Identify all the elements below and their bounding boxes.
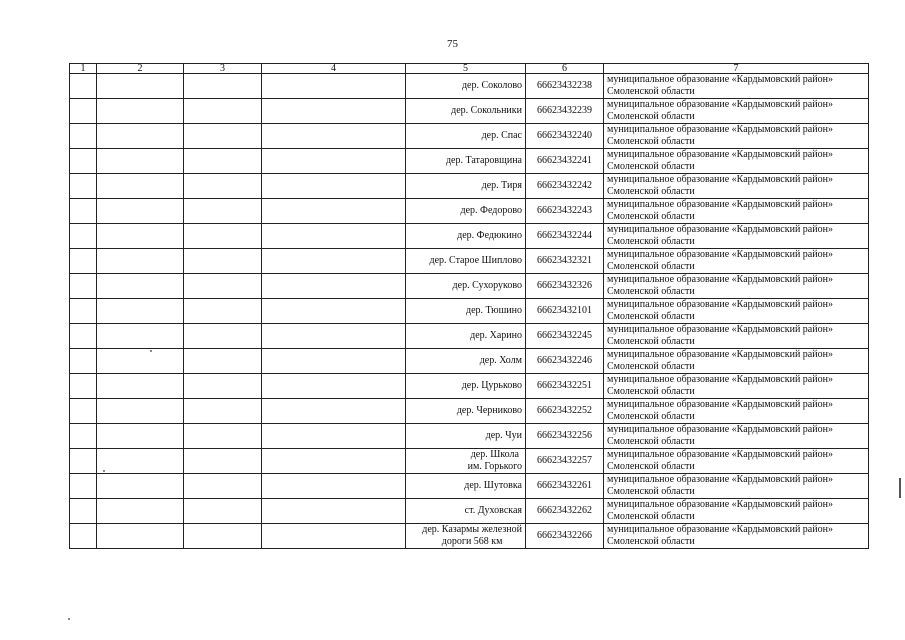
empty-cell bbox=[262, 299, 406, 324]
empty-cell bbox=[70, 99, 97, 124]
empty-cell bbox=[184, 349, 262, 374]
oktmo-code: 66623432238 bbox=[526, 74, 604, 99]
settlement-name: дер. Чуи bbox=[406, 424, 526, 449]
scan-speck bbox=[68, 618, 70, 620]
empty-cell bbox=[262, 399, 406, 424]
settlement-name-line: дороги 568 км bbox=[441, 536, 503, 547]
oktmo-code: 66623432101 bbox=[526, 299, 604, 324]
municipality-name: муниципальное образование «Кардымовский район» Смоленской области bbox=[604, 124, 869, 149]
table-row bbox=[70, 524, 869, 549]
empty-cell bbox=[262, 449, 406, 474]
empty-cell bbox=[184, 274, 262, 299]
empty-cell bbox=[262, 99, 406, 124]
table-row bbox=[70, 249, 869, 274]
oktmo-code: 66623432266 bbox=[526, 524, 604, 549]
table-row bbox=[70, 374, 869, 399]
oktmo-code: 66623432246 bbox=[526, 349, 604, 374]
column-number: 7 bbox=[604, 64, 869, 74]
empty-cell bbox=[184, 449, 262, 474]
empty-cell bbox=[70, 324, 97, 349]
table-row bbox=[70, 149, 869, 174]
empty-cell bbox=[262, 74, 406, 99]
empty-cell bbox=[70, 499, 97, 524]
settlement-name: дер. Соколово bbox=[406, 74, 526, 99]
empty-cell bbox=[97, 299, 184, 324]
empty-cell bbox=[262, 274, 406, 299]
settlement-name bbox=[406, 524, 526, 549]
empty-cell bbox=[262, 124, 406, 149]
settlement-name: дер. Спас bbox=[406, 124, 526, 149]
empty-cell bbox=[262, 174, 406, 199]
empty-cell bbox=[97, 474, 184, 499]
municipality-name: муниципальное образование «Кардымовский район» Смоленской области bbox=[604, 99, 869, 124]
settlement-name: дер. Тиря bbox=[406, 174, 526, 199]
empty-cell bbox=[184, 149, 262, 174]
empty-cell bbox=[97, 324, 184, 349]
empty-cell bbox=[184, 124, 262, 149]
empty-cell bbox=[97, 374, 184, 399]
empty-cell bbox=[70, 199, 97, 224]
settlement-name: дер. Татаровщина bbox=[406, 149, 526, 174]
settlement-name bbox=[406, 449, 526, 474]
empty-cell bbox=[70, 274, 97, 299]
empty-cell bbox=[70, 149, 97, 174]
settlement-name: дер. Харино bbox=[406, 324, 526, 349]
settlement-name: дер. Холм bbox=[406, 349, 526, 374]
table-row bbox=[70, 424, 869, 449]
table-row bbox=[70, 224, 869, 249]
empty-cell bbox=[97, 224, 184, 249]
empty-cell bbox=[70, 474, 97, 499]
empty-cell bbox=[70, 424, 97, 449]
empty-cell bbox=[70, 124, 97, 149]
empty-cell bbox=[97, 274, 184, 299]
table-row bbox=[70, 199, 869, 224]
scan-speck bbox=[150, 350, 152, 352]
empty-cell bbox=[184, 199, 262, 224]
municipality-name: муниципальное образование «Кардымовский район» Смоленской области bbox=[604, 224, 869, 249]
empty-cell bbox=[70, 374, 97, 399]
empty-cell bbox=[184, 399, 262, 424]
municipality-name: муниципальное образование «Кардымовский район» Смоленской области bbox=[604, 399, 869, 424]
settlements-table bbox=[69, 63, 869, 549]
empty-cell bbox=[97, 349, 184, 374]
settlement-name: дер. Федорово bbox=[406, 199, 526, 224]
empty-cell bbox=[97, 524, 184, 549]
settlement-name: дер. Шутовка bbox=[406, 474, 526, 499]
municipality-name: муниципальное образование «Кардымовский район» Смоленской области bbox=[604, 174, 869, 199]
table-row bbox=[70, 449, 869, 474]
settlement-name: дер. Старое Шиплово bbox=[406, 249, 526, 274]
empty-cell bbox=[97, 99, 184, 124]
table-row bbox=[70, 324, 869, 349]
empty-cell bbox=[262, 524, 406, 549]
table-row bbox=[70, 99, 869, 124]
column-number: 6 bbox=[526, 64, 604, 74]
empty-cell bbox=[184, 474, 262, 499]
settlement-name: ст. Духовская bbox=[406, 499, 526, 524]
empty-cell bbox=[70, 249, 97, 274]
municipality-name: муниципальное образование «Кардымовский район» Смоленской области bbox=[604, 299, 869, 324]
empty-cell bbox=[262, 149, 406, 174]
empty-cell bbox=[70, 349, 97, 374]
empty-cell bbox=[97, 399, 184, 424]
table-row bbox=[70, 474, 869, 499]
empty-cell bbox=[70, 224, 97, 249]
municipality-name: муниципальное образование «Кардымовский район» Смоленской области bbox=[604, 149, 869, 174]
empty-cell bbox=[262, 224, 406, 249]
column-number: 5 bbox=[406, 64, 526, 74]
settlement-name: дер. Тюшино bbox=[406, 299, 526, 324]
municipality-name: муниципальное образование «Кардымовский район» Смоленской области bbox=[604, 199, 869, 224]
empty-cell bbox=[97, 249, 184, 274]
empty-cell bbox=[184, 224, 262, 249]
empty-cell bbox=[262, 499, 406, 524]
empty-cell bbox=[70, 449, 97, 474]
empty-cell bbox=[262, 474, 406, 499]
settlement-name: дер. Черниково bbox=[406, 399, 526, 424]
table-row bbox=[70, 499, 869, 524]
empty-cell bbox=[262, 374, 406, 399]
settlement-name-line: им. Горького bbox=[467, 461, 522, 472]
empty-cell bbox=[97, 174, 184, 199]
empty-cell bbox=[262, 424, 406, 449]
column-number: 2 bbox=[97, 64, 184, 74]
empty-cell bbox=[184, 524, 262, 549]
settlement-name: дер. Сухоруково bbox=[406, 274, 526, 299]
table-row bbox=[70, 399, 869, 424]
settlement-name: дер. Сокольники bbox=[406, 99, 526, 124]
oktmo-code: 66623432242 bbox=[526, 174, 604, 199]
empty-cell bbox=[184, 324, 262, 349]
empty-cell bbox=[97, 199, 184, 224]
empty-cell bbox=[70, 174, 97, 199]
oktmo-code: 66623432240 bbox=[526, 124, 604, 149]
empty-cell bbox=[97, 424, 184, 449]
municipality-name: муниципальное образование «Кардымовский район» Смоленской области bbox=[604, 324, 869, 349]
oktmo-code: 66623432243 bbox=[526, 199, 604, 224]
empty-cell bbox=[184, 424, 262, 449]
column-number: 4 bbox=[262, 64, 406, 74]
empty-cell bbox=[184, 174, 262, 199]
table-row bbox=[70, 74, 869, 99]
empty-cell bbox=[184, 74, 262, 99]
column-number: 3 bbox=[184, 64, 262, 74]
settlement-name: дер. Цурьково bbox=[406, 374, 526, 399]
table-row bbox=[70, 274, 869, 299]
empty-cell bbox=[97, 124, 184, 149]
municipality-name: муниципальное образование «Кардымовский район» Смоленской области bbox=[604, 524, 869, 549]
empty-cell bbox=[184, 299, 262, 324]
oktmo-code: 66623432245 bbox=[526, 324, 604, 349]
oktmo-code: 66623432321 bbox=[526, 249, 604, 274]
oktmo-code: 66623432326 bbox=[526, 274, 604, 299]
municipality-name: муниципальное образование «Кардымовский район» Смоленской области bbox=[604, 274, 869, 299]
table-row bbox=[70, 174, 869, 199]
empty-cell bbox=[184, 374, 262, 399]
table-row bbox=[70, 299, 869, 324]
municipality-name: муниципальное образование «Кардымовский район» Смоленской области bbox=[604, 474, 869, 499]
settlement-name-line: дер. Школа bbox=[470, 449, 519, 460]
empty-cell bbox=[262, 249, 406, 274]
oktmo-code: 66623432239 bbox=[526, 99, 604, 124]
municipality-name: муниципальное образование «Кардымовский район» Смоленской области bbox=[604, 349, 869, 374]
municipality-name: муниципальное образование «Кардымовский район» Смоленской области bbox=[604, 499, 869, 524]
empty-cell bbox=[262, 199, 406, 224]
oktmo-code: 66623432262 bbox=[526, 499, 604, 524]
oktmo-code: 66623432256 bbox=[526, 424, 604, 449]
municipality-name: муниципальное образование «Кардымовский район» Смоленской области bbox=[604, 374, 869, 399]
empty-cell bbox=[70, 74, 97, 99]
scan-speck bbox=[103, 470, 105, 472]
municipality-name: муниципальное образование «Кардымовский район» Смоленской области bbox=[604, 74, 869, 99]
page-number: 75 bbox=[447, 38, 458, 50]
table-row bbox=[70, 124, 869, 149]
column-number: 1 bbox=[70, 64, 97, 74]
oktmo-code: 66623432261 bbox=[526, 474, 604, 499]
table-row bbox=[70, 349, 869, 374]
municipality-name: муниципальное образование «Кардымовский район» Смоленской области bbox=[604, 449, 869, 474]
empty-cell bbox=[70, 399, 97, 424]
settlement-name-line: дер. Казармы железной bbox=[422, 524, 522, 535]
empty-cell bbox=[97, 149, 184, 174]
empty-cell bbox=[70, 524, 97, 549]
municipality-name: муниципальное образование «Кардымовский район» Смоленской области bbox=[604, 249, 869, 274]
oktmo-code: 66623432251 bbox=[526, 374, 604, 399]
oktmo-code: 66623432244 bbox=[526, 224, 604, 249]
column-number-row bbox=[70, 64, 869, 74]
empty-cell bbox=[262, 349, 406, 374]
oktmo-code: 66623432241 bbox=[526, 149, 604, 174]
empty-cell bbox=[184, 99, 262, 124]
empty-cell bbox=[184, 499, 262, 524]
oktmo-code: 66623432252 bbox=[526, 399, 604, 424]
scan-margin-mark bbox=[899, 478, 901, 498]
empty-cell bbox=[184, 249, 262, 274]
empty-cell bbox=[97, 449, 184, 474]
oktmo-code: 66623432257 bbox=[526, 449, 604, 474]
empty-cell bbox=[70, 299, 97, 324]
municipality-name: муниципальное образование «Кардымовский район» Смоленской области bbox=[604, 424, 869, 449]
settlement-name: дер. Федюкино bbox=[406, 224, 526, 249]
empty-cell bbox=[97, 74, 184, 99]
empty-cell bbox=[97, 499, 184, 524]
empty-cell bbox=[262, 324, 406, 349]
